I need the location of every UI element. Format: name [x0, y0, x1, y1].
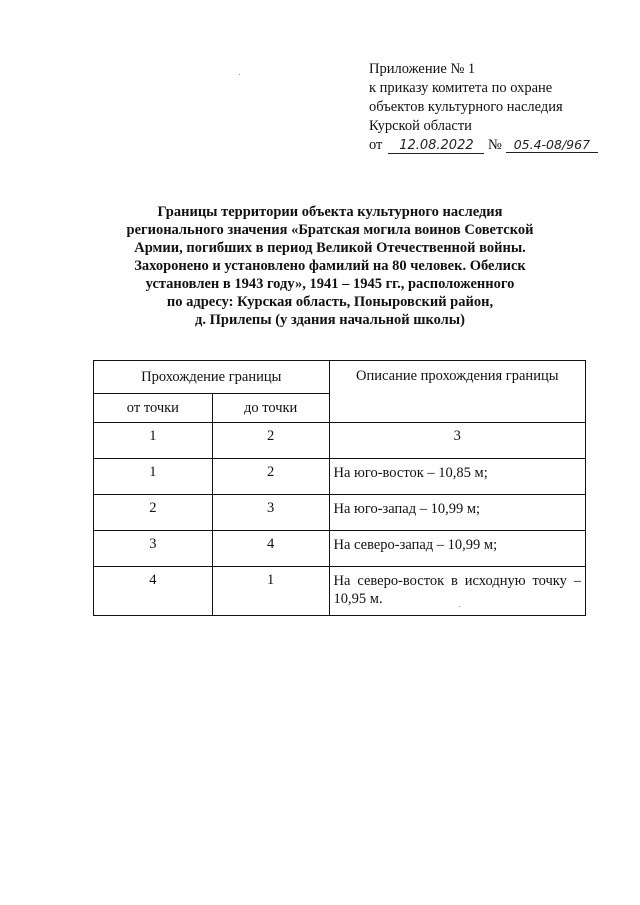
to-point-cell: 2 — [212, 459, 329, 495]
table-row — [94, 495, 586, 531]
to-point-cell: 3 — [212, 495, 329, 531]
appendix-date-line — [369, 136, 639, 155]
appendix-block — [369, 60, 639, 155]
date-prefix: от — [369, 137, 383, 153]
title-line: Захоронено и установлено фамилий на 80 человек. Обелиск — [134, 258, 526, 274]
number-prefix: № — [488, 137, 502, 153]
description-cell: На северо-запад – 10,99 м; — [329, 531, 585, 567]
title-line: д. Прилепы (у здания начальной школы) — [195, 312, 465, 328]
appendix-line-committee: объектов культурного наследия — [369, 99, 563, 115]
appendix-line-order: к приказу комитета по охране — [369, 80, 553, 96]
title-line: регионального значения «Братская могила воинов Советской — [126, 222, 534, 238]
scan-speck — [239, 74, 240, 75]
from-point-cell: 1 — [94, 459, 213, 495]
header-boundary-passage: Прохождение границы — [94, 361, 330, 394]
table-row — [94, 567, 586, 616]
title-line: по адресу: Курская область, Поныровский район, — [166, 294, 494, 310]
to-point-cell: 4 — [212, 531, 329, 567]
appendix-title: Приложение № 1 — [369, 61, 476, 77]
description-cell: На юго-восток – 10,85 м; — [329, 459, 585, 495]
column-number: 1 — [94, 423, 213, 459]
column-number: 2 — [212, 423, 329, 459]
title-line: Армии, погибших в период Великой Отечественной войны. — [134, 240, 526, 256]
title-line: установлен в 1943 году», 1941 – 1945 гг., расположенного — [145, 276, 515, 292]
scan-speck — [459, 606, 460, 607]
header-from-point: от точки — [94, 394, 213, 423]
column-number: 3 — [329, 423, 585, 459]
table-row — [94, 531, 586, 567]
appendix-line-region: Курской области — [369, 118, 472, 134]
boundary-table — [93, 360, 586, 616]
header-to-point: до точки — [212, 394, 329, 423]
from-point-cell: 4 — [94, 567, 213, 616]
handwritten-order-number: 05.4-08/967 — [506, 138, 598, 153]
table-row — [94, 459, 586, 495]
from-point-cell: 2 — [94, 495, 213, 531]
title-line: Границы территории объекта культурного наследия — [157, 204, 503, 220]
from-point-cell: 3 — [94, 531, 213, 567]
to-point-cell: 1 — [212, 567, 329, 616]
description-cell: На юго-запад – 10,99 м; — [329, 495, 585, 531]
handwritten-date: 12.08.2022 — [388, 139, 484, 154]
description-cell: На северо-восток в исходную точку – 10,95 м. — [329, 567, 585, 616]
document-title — [100, 203, 560, 329]
header-description: Описание прохождения границы — [329, 361, 585, 423]
